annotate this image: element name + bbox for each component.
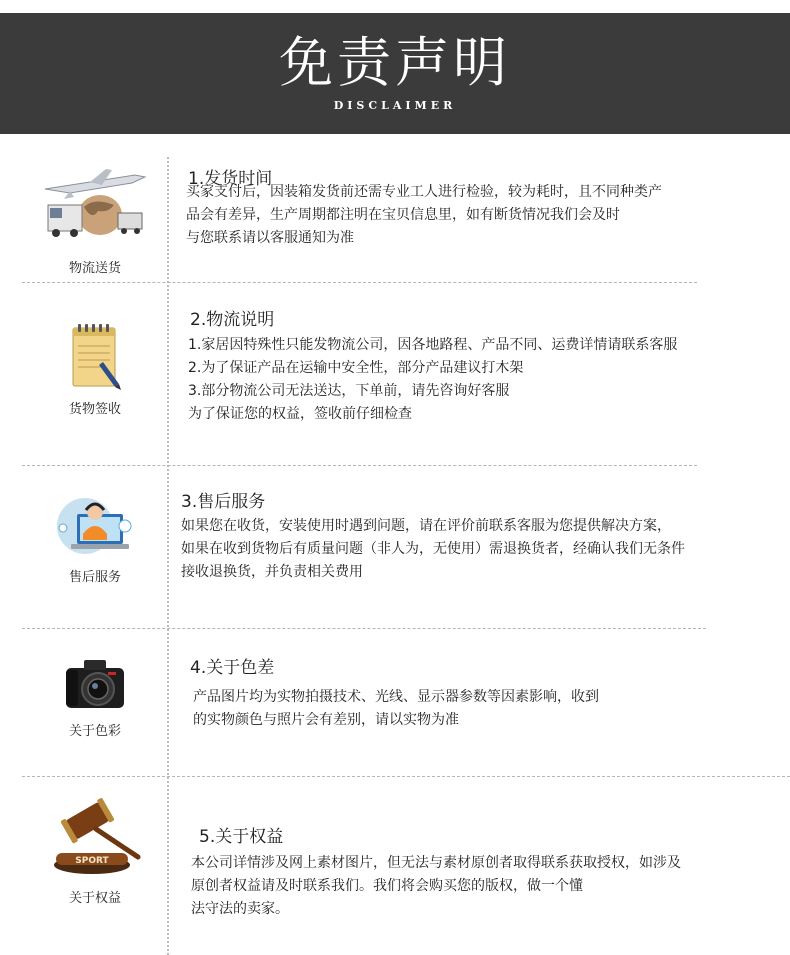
body-line: 品会有差异，生产周期都注明在宝贝信息里，如有断货情况我们会及时	[186, 207, 620, 223]
section-title: 1.发货时间	[188, 169, 273, 189]
section-body	[193, 686, 599, 732]
body-line: 2.为了保证产品在运输中安全性，部分产品建议打木架	[188, 360, 524, 376]
page-subtitle: DISCLAIMER	[333, 99, 457, 112]
header-banner	[0, 13, 790, 134]
section-body	[188, 334, 677, 426]
icon-block	[30, 322, 160, 417]
icon-block	[30, 656, 160, 739]
body-line: 如果您在收货，安装使用时遇到问题，请在评价前联系客服为您提供解决方案，	[181, 518, 671, 534]
body-line: 的实物颜色与照片会有差别，请以实物为准	[193, 712, 459, 728]
divider-3	[22, 628, 706, 629]
body-line: 3.部分物流公司无法送达，下单前，请先咨询好客服	[188, 383, 510, 399]
page-title: 免责声明	[279, 31, 511, 94]
section-title: 3.售后服务	[181, 492, 266, 512]
section-body	[186, 181, 662, 250]
section-body	[181, 515, 685, 584]
body-line: 与您联系请以客服通知为准	[186, 230, 354, 246]
section-title: 4.关于色差	[190, 658, 275, 678]
body-line: 买家支付后，因装箱发货前还需专业工人进行检验，较为耗时，且不同种类产	[186, 184, 662, 200]
body-line: 产品图片均为实物拍摄技术、光线、显示器参数等因素影响，收到	[193, 689, 599, 705]
customer-service-icon	[55, 494, 135, 560]
icon-label: 货物签收	[68, 402, 121, 417]
vertical-divider	[167, 157, 169, 955]
body-line: 接收退换货，并负责相关费用	[181, 564, 363, 580]
icon-label: 关于色彩	[68, 724, 121, 739]
logistics-icon	[40, 165, 150, 243]
icon-label: 物流送货	[68, 261, 121, 276]
notepad-icon	[65, 322, 125, 392]
section-body	[191, 852, 681, 921]
body-line: 法守法的卖家。	[191, 901, 289, 917]
icon-block	[30, 795, 160, 906]
gavel-text: SPORT	[75, 856, 109, 866]
body-line: 本公司详情涉及网上素材图片，但无法与素材原创者取得联系获取授权，如涉及	[191, 855, 681, 871]
divider-4	[22, 776, 790, 777]
section-title: 2.物流说明	[190, 310, 275, 330]
body-line: 原创者权益请及时联系我们。我们将会购买您的版权，做一个懂	[191, 878, 583, 894]
icon-block	[30, 494, 160, 585]
camera-icon	[62, 656, 128, 712]
section-title: 5.关于权益	[199, 827, 284, 847]
body-line: 为了保证您的权益，签收前仔细检查	[188, 406, 412, 422]
gavel-icon	[40, 795, 150, 879]
icon-block	[30, 165, 160, 276]
icon-label: 售后服务	[68, 570, 121, 585]
divider-2	[22, 465, 697, 466]
icon-label: 关于权益	[68, 891, 121, 906]
divider-1	[22, 282, 697, 283]
body-line: 如果在收到货物后有质量问题（非人为，无使用）需退换货者，经确认我们无条件	[181, 541, 685, 557]
body-line: 1.家居因特殊性只能发物流公司，因各地路程、产品不同、运费详情请联系客服	[188, 337, 678, 353]
